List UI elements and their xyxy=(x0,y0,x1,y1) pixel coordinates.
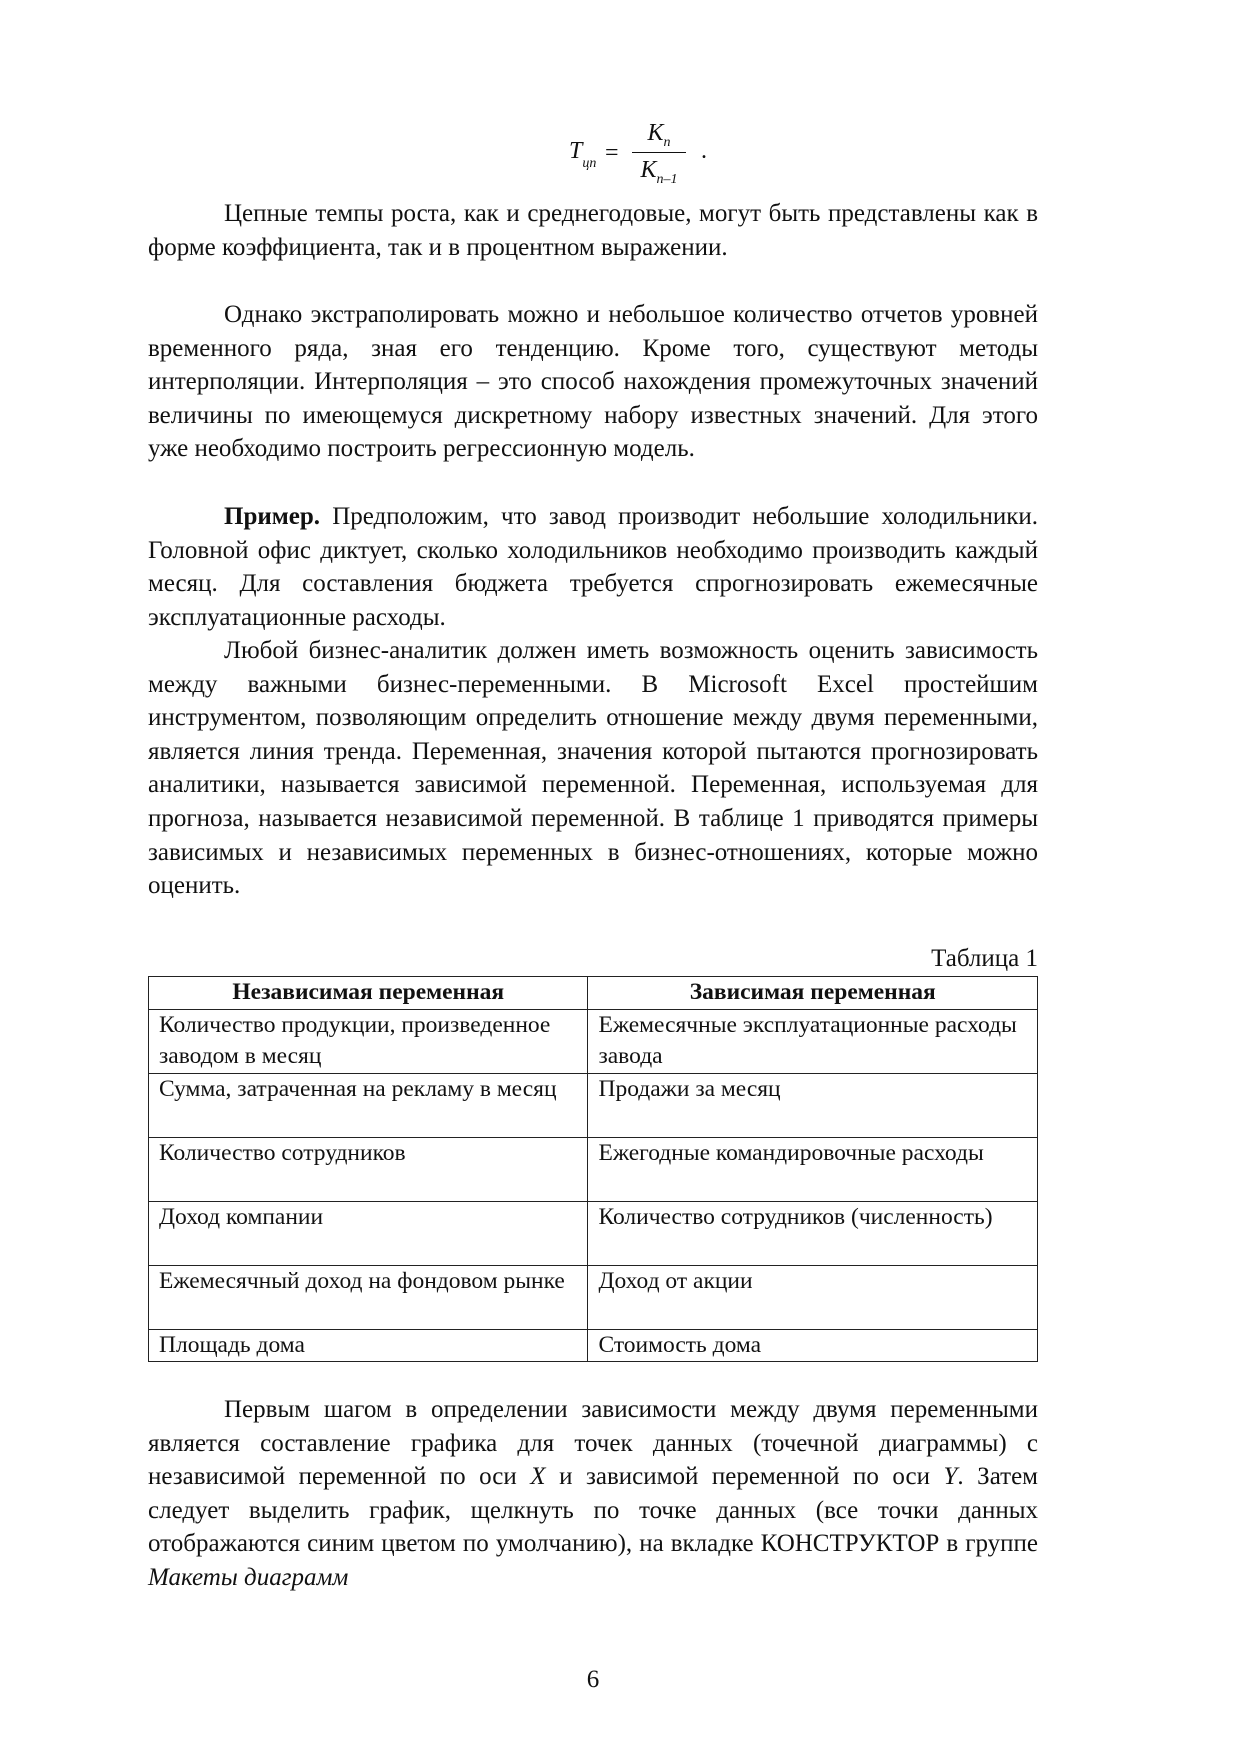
table-row xyxy=(149,1073,1038,1137)
header-dependent: Зависимая переменная xyxy=(588,977,1038,1010)
table-cell: Стоимость дома xyxy=(588,1329,1038,1362)
formula-lhs: $T_{цп}$ xyxy=(569,138,597,171)
table-row xyxy=(149,1137,1038,1201)
table-row xyxy=(149,1329,1038,1362)
table-row xyxy=(149,1009,1038,1073)
table-cell: Продажи за месяц xyxy=(588,1073,1038,1137)
paragraph-chain-rates: Цепные темпы роста, как и среднегодовые, могут быть представлены как в форме коэффициента, так и в процентном выражении. xyxy=(148,200,1038,261)
formula-equals: = xyxy=(605,140,619,166)
table-cell: Сумма, затраченная на рекламу в месяц xyxy=(149,1073,588,1137)
paragraph-example: Пример. Предположим, что завод производит небольшие холодильники. Головной офис диктует, сколько холодильников необходимо производить каждый месяц. Для составления бюджета требуется спрогнозировать ежемесячные эксплуатационные расходы. xyxy=(148,503,1038,631)
document-page xyxy=(148,0,1038,1754)
table-caption: Таблица 1 xyxy=(931,945,1038,972)
table-row xyxy=(149,1201,1038,1265)
paragraph-first-step: Первым шагом в определении зависимости между двумя переменными является составление графика для точек данных (точечной диаграммы) с независимой переменной по оси X и зависимой переменной по оси Y. Затем следует выделить график, щелкнуть по точке данных (все точки данных отображаются синим цветом по умолчанию), на вкладке КОНСТРУКТОР в группе Макеты диаграмм xyxy=(148,1396,1038,1591)
table-cell: Количество сотрудников (численность) xyxy=(588,1201,1038,1265)
header-independent: Независимая переменная xyxy=(149,977,588,1010)
chain-growth-formula xyxy=(148,118,1038,198)
paragraph-business-analyst: Любой бизнес-аналитик должен иметь возможность оценить зависимость между важными бизнес-переменными. В Microsoft Excel простейшим инструментом, позволяющим определить отношение между двумя переменными, является линия тренда. Переменная, значения которой пытаются прогнозировать аналитики, называется зависимой переменной. Переменная, используемая для прогноза, называется независимой переменной. В таблице 1 приводятся примеры зависимых и независимых переменных в бизнес-отношениях, которые можно оценить. xyxy=(148,637,1038,900)
table-cell: Количество сотрудников xyxy=(149,1137,588,1201)
table-header-row xyxy=(149,977,1038,1010)
paragraph-extrapolation: Однако экстраполировать можно и небольшое количество отчетов уровней временного ряда, зная его тенденцию. Кроме того, существуют методы интерполяции. Интерполяция – это способ нахождения промежуточных значений величины по имеющемуся дискретному набору известных значений. Для этого уже необходимо построить регрессионную модель. xyxy=(148,301,1038,463)
page-number: 6 xyxy=(586,1666,600,1693)
table-cell: Площадь дома xyxy=(149,1329,588,1362)
example-label: Пример. xyxy=(224,503,321,530)
formula-fraction xyxy=(630,118,688,197)
formula-period: . xyxy=(701,138,707,164)
variables-table xyxy=(148,976,1038,1362)
formula-numerator: $K_n$ xyxy=(647,120,671,150)
table-cell: Доход компании xyxy=(149,1201,588,1265)
formula-denominator: $K_{n-1}$ xyxy=(640,157,678,187)
table-cell: Ежемесячный доход на фондовом рынке xyxy=(149,1265,588,1329)
table-row xyxy=(149,1265,1038,1329)
table-cell: Доход от акции xyxy=(588,1265,1038,1329)
table-cell: Ежемесячные эксплуатационные расходы завода xyxy=(588,1009,1038,1073)
table-cell: Ежегодные командировочные расходы xyxy=(588,1137,1038,1201)
table-cell: Количество продукции, произведенное заводом в месяц xyxy=(149,1009,588,1073)
